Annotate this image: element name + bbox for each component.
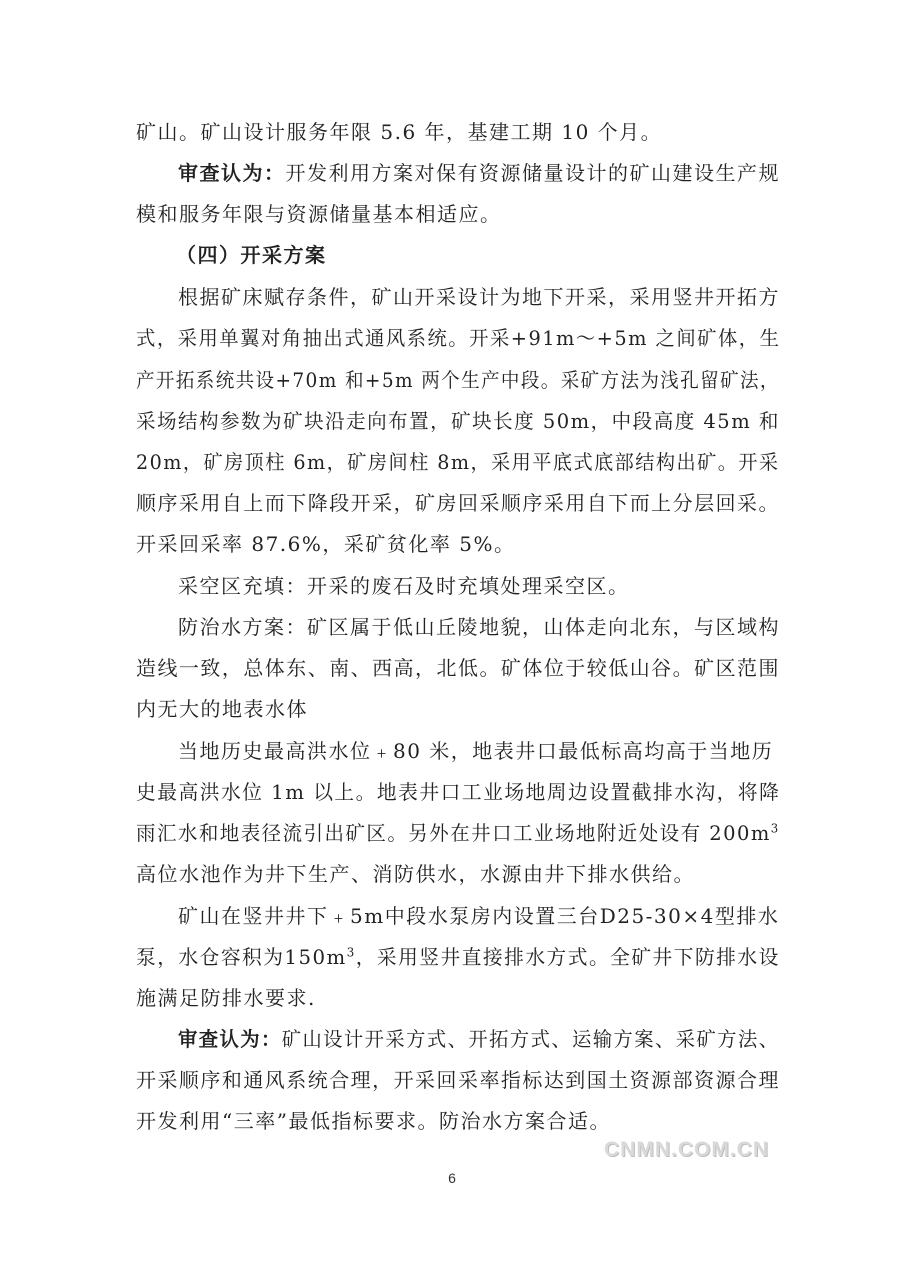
paragraph-line: 采场结构参数为矿块沿走向布置，矿块长度 50m，中段高度 45m 和 (136, 409, 780, 433)
superscript: 3 (770, 821, 780, 836)
review-paragraph-line (178, 1025, 779, 1053)
review-paragraph-line (178, 159, 780, 187)
section-heading: （四）开采方案 (176, 243, 327, 267)
paragraph-line (136, 819, 780, 847)
superscript: 3 (346, 945, 356, 960)
page-number: 6 (448, 1170, 456, 1186)
paragraph-line: 顺序采用自上而下降段开采，矿房回采顺序采用自下而上分层回采。 (136, 491, 780, 515)
paragraph-line: 史最高洪水位 1m 以上。地表井口工业场地周边设置截排水沟，将降 (136, 780, 781, 804)
watermark-logo: CNMN.COM.CN (604, 1138, 769, 1161)
review-label: 审查认为： (178, 1027, 282, 1051)
paragraph-line: 采空区充填：开采的废石及时充填处理采空区。 (178, 574, 630, 598)
paragraph-line: 防治水方案：矿区属于低山丘陵地貌，山体走向北东，与区域构 (178, 615, 780, 639)
paragraph-line: 产开拓系统共设+70m 和+5m 两个生产中段。采矿方法为浅孔留矿法， (136, 368, 780, 392)
paragraph-line: 开发利用“三率”最低指标要求。防治水方案合适。 (136, 1109, 611, 1133)
line-text: 雨汇水和地表径流引出矿区。另外在井口工业场地附近处设有 200m (136, 821, 771, 845)
line-text: ，采用竖井直接排水方式。全矿井下防排水设 (355, 945, 780, 969)
paragraph-line: 造线一致，总体东、南、西高，北低。矿体位于较低山谷。矿区范围 (136, 656, 780, 680)
review-label: 审查认为： (178, 161, 286, 185)
paragraph-line: 根据矿床赋存条件，矿山开采设计为地下开采，采用竖井开拓方 (178, 285, 780, 309)
paragraph-line: 高位水池作为井下生产、消防供水，水源由井下排水供给。 (136, 862, 695, 886)
paragraph-line (136, 943, 780, 971)
paragraph-line: 开采回采率 87.6%，采矿贫化率 5%。 (136, 532, 516, 556)
paragraph-line: 内无大的地表水体 (136, 697, 308, 721)
paragraph-line: 模和服务年限与资源储量基本相适应。 (136, 202, 502, 226)
paragraph-line: 矿山。矿山设计服务年限 5.6 年，基建工期 10 个月。 (136, 120, 663, 144)
paragraph-line: 开采顺序和通风系统合理，开采回采率指标达到国土资源部资源合理 (136, 1068, 780, 1092)
paragraph-line: 式，采用单翼对角抽出式通风系统。开采+91m～+5m 之间矿体，生 (136, 326, 781, 350)
paragraph-line: 当地历史最高洪水位﹢80 米，地表井口最低标高均高于当地历 (178, 739, 774, 763)
review-text: 矿山设计开采方式、开拓方式、运输方案、采矿方法、 (281, 1027, 780, 1051)
line-text: 泵，水仓容积为150m (136, 945, 347, 969)
paragraph-line: 施满足防排水要求. (136, 986, 316, 1010)
review-text: 开发利用方案对保有资源储量设计的矿山建设生产规 (285, 161, 780, 185)
paragraph-line: 20m，矿房顶柱 6m，矿房间柱 8m，采用平底式底部结构出矿。开采 (136, 450, 780, 474)
paragraph-line: 矿山在竖井井下﹢5m中段水泵房内设置三台D25-30×4型排水 (178, 904, 780, 928)
